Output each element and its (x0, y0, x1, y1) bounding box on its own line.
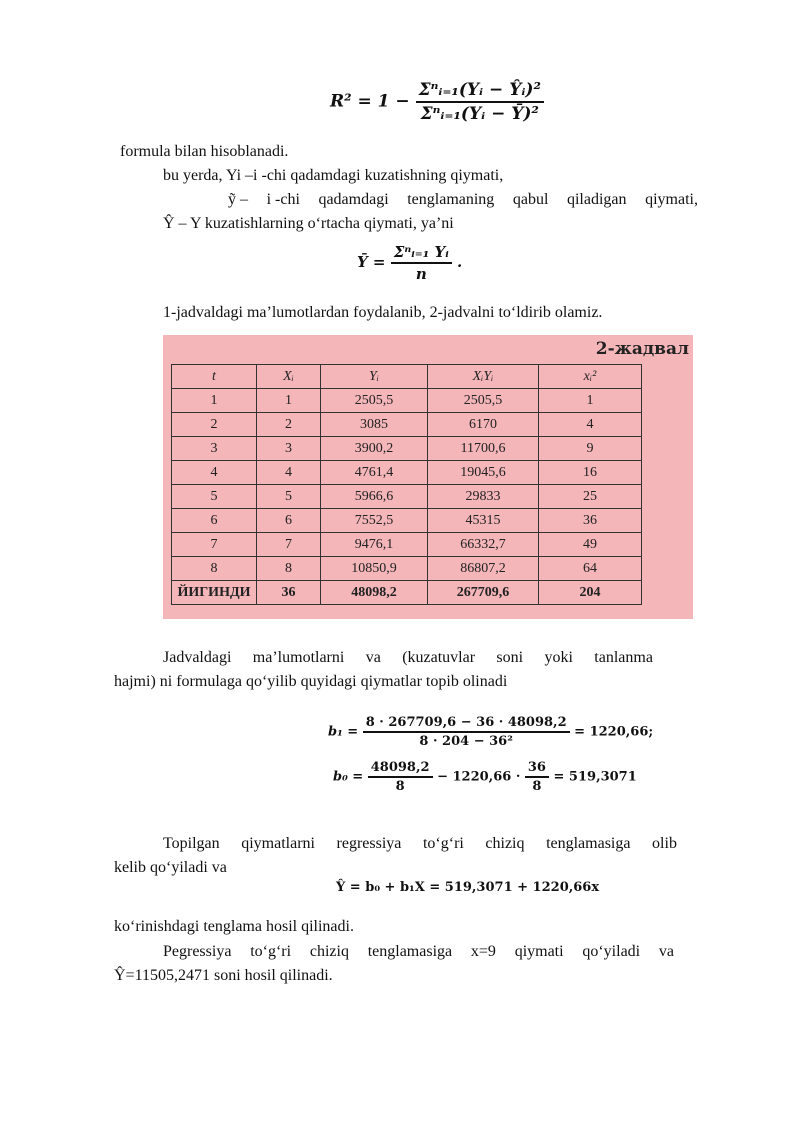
y-bar-formula: Ȳ = $\frac{\text{Σⁿᵢ₌₁ Yᵢ}}{n}$ . (357, 243, 463, 283)
table-header-row (172, 365, 642, 389)
table-total-row: ЙИГИНДИ 36 48098,2 267709,6 204 (172, 581, 642, 605)
text-y-tilde: ỹ – i -chi qadamdagi tenglamaning qabul qiladigan qiymati, (228, 191, 698, 208)
table-row: 4 4 4761,4 19045,6 16 (172, 461, 642, 485)
header-xy: XᵢYᵢ (428, 365, 539, 389)
b1-formula: b₁ = $\frac{8 \cdot 267709,6 - 36 \cdot 48098,2}{\text{8 · 204 − 36²}}$ = 1220,66; (328, 715, 654, 749)
r2-lhs: R² = 1 − (330, 91, 410, 112)
r2-fraction (416, 80, 544, 124)
b0-formula: b₀ = $\frac{48098,2}{8}$ − 1220,66 · $\frac{36}{8}$ = 519,3071 (333, 760, 637, 794)
header-x2: xᵢ² (539, 365, 642, 389)
b0-fraction-1: $\frac{48098,2}{8}$ (368, 760, 433, 794)
b1-denominator: 8 · 204 − 36² (419, 734, 513, 749)
table-2-image (163, 335, 693, 619)
data-table (171, 364, 642, 605)
table-row: 1 1 2505,5 2505,5 1 (172, 389, 642, 413)
text-bu-yerda: bu yerda, Yi –i -chi qadamdagi kuzatishning qiymati, (163, 167, 504, 184)
header-y: Yᵢ (321, 365, 428, 389)
ybar-numerator: Σⁿᵢ₌₁ Yᵢ (391, 243, 452, 264)
table-row: 6 6 7552,5 45315 36 (172, 509, 642, 533)
text-paragraph-3b: kelib qo‘yiladi va (114, 859, 227, 876)
table-row: 7 7 9476,1 66332,7 49 (172, 533, 642, 557)
b0-fraction-2: $\frac{36}{8}$ (525, 760, 549, 794)
text-paragraph-2a: Jadvaldagi ma’lumotlarni va (kuzatuvlar soni yoki tanlanma (163, 649, 653, 666)
table-row: 3 3 3900,2 11700,6 9 (172, 437, 642, 461)
header-t: t (172, 365, 257, 389)
text-paragraph-3a: Topilgan qiymatlarni regressiya to‘g‘ri chiziq tenglamasiga olib (163, 835, 677, 852)
ybar-denominator: n (415, 265, 427, 283)
text-paragraph-3c: ko‘rinishdagi tenglama hosil qilinadi. (114, 918, 354, 935)
text-jadval-intro: 1-jadvaldagi ma’lumotlardan foydalanib, 2-jadvalni to‘ldirib olamiz. (163, 304, 603, 321)
r2-numerator: Σⁿᵢ₌₁(Yᵢ − Ŷᵢ)² (416, 80, 544, 103)
b1-numerator: 8 · 267709,6 − 36 · 48098,2 (363, 715, 570, 733)
table-row: 2 2 3085 6170 4 (172, 413, 642, 437)
table-row: 5 5 5966,6 29833 25 (172, 485, 642, 509)
header-x: Xᵢ (257, 365, 321, 389)
r-squared-formula (330, 80, 544, 124)
table-row: 8 8 10850,9 86807,2 64 (172, 557, 642, 581)
text-y-hat: Ŷ – Y kuzatishlarning o‘rtacha qiymati, ya’ni (163, 215, 454, 232)
text-paragraph-4a: Pegressiya to‘g‘ri chiziq tenglamasiga x=9 qiymati qo‘yiladi va (163, 943, 674, 960)
r2-denominator: Σⁿᵢ₌₁(Yᵢ − Ȳ)² (420, 104, 539, 124)
ybar-lhs: Ȳ = (357, 253, 386, 271)
table-caption: 2-жадвал (595, 339, 689, 359)
text-formula-bilan: formula bilan hisoblanadi. (120, 143, 289, 160)
b1-fraction (363, 715, 570, 749)
text-paragraph-4b: Ŷ=11505,2471 soni hosil qilinadi. (114, 967, 333, 984)
text-paragraph-2b: hajmi) ni formulaga qo‘yilib quyidagi qiymatlar topib olinadi (114, 673, 508, 690)
regression-equation: Ŷ = b₀ + b₁X = 519,3071 + 1220,66x (336, 880, 600, 895)
ybar-fraction (391, 243, 452, 283)
